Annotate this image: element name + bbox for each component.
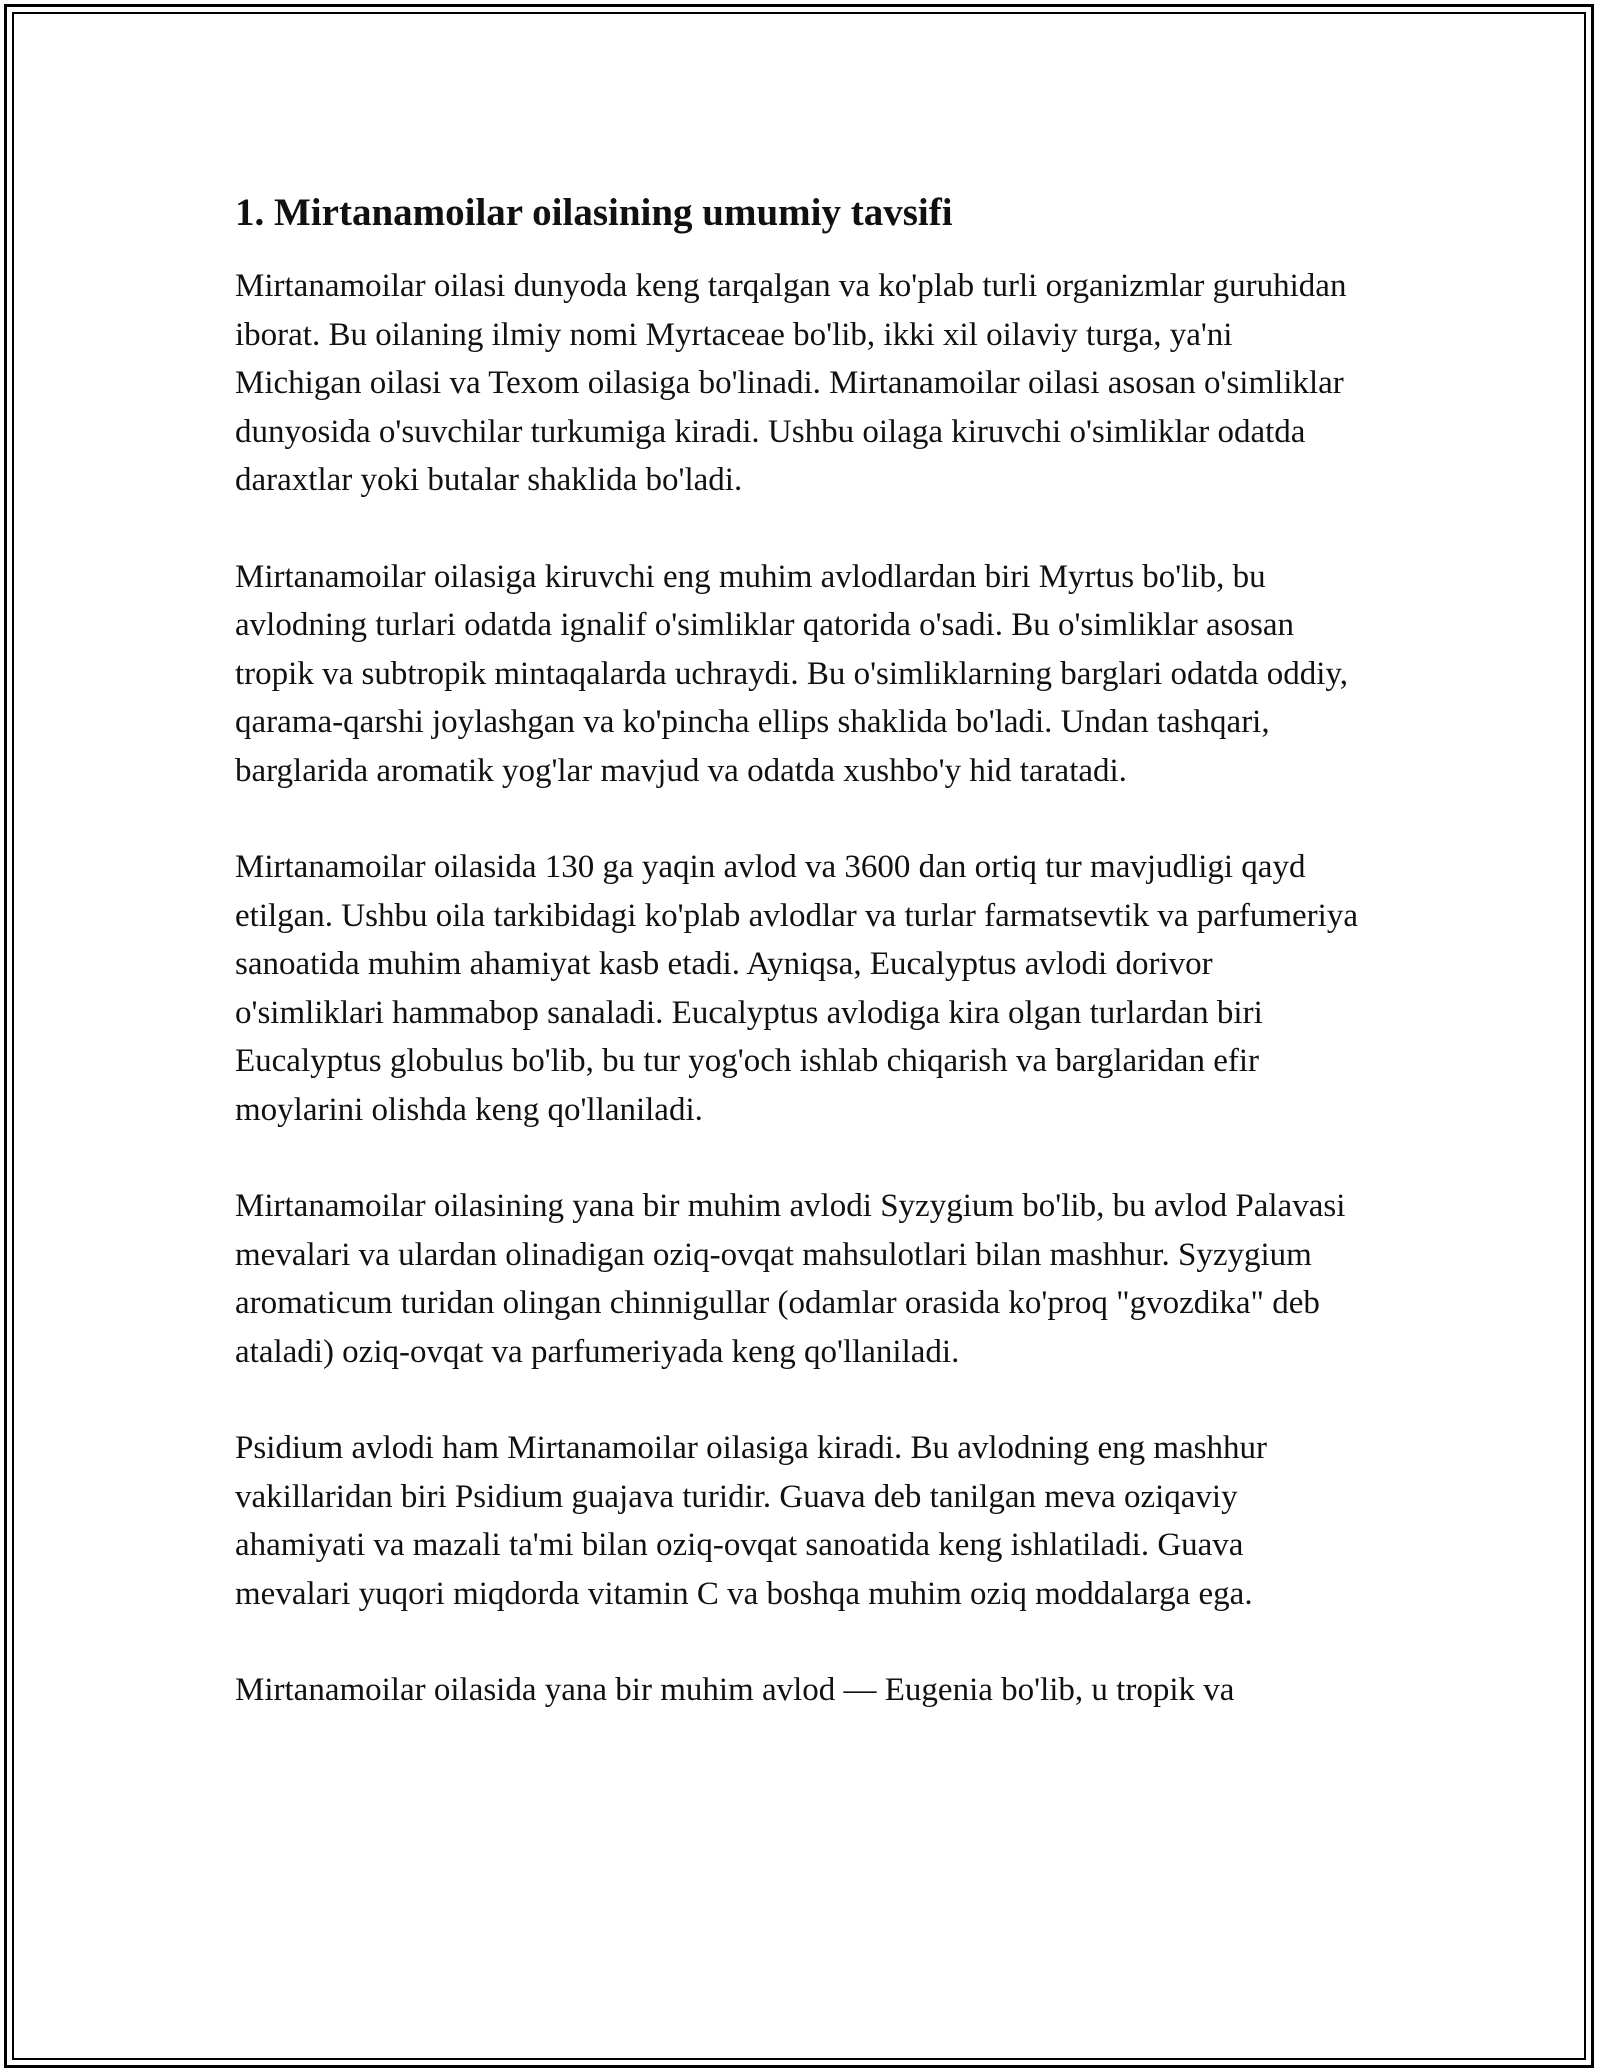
paragraph-2: Mirtanamoilar oilasiga kiruvchi eng muhim avlodlardan biri Myrtus bo'lib, bu avlodning turlari odatda ignalif o'simliklar qatorida o'sadi. Bu o'simliklar asosan tropik va subtropik mintaqalarda uchraydi. Bu o'simliklarning barglari odatda oddiy, qarama-qarshi joylashgan va ko'pincha ellips shaklida bo'ladi. Undan tashqari, barglarida aromatik yog'lar mavjud va odatda xushbo'y hid taratadi. (235, 558, 1349, 789)
paragraph-5: Psidium avlodi ham Mirtanamoilar oilasiga kiradi. Bu avlodning eng mashhur vakillaridan biri Psidium guajava turidir. Guava deb tanilgan meva oziqaviy ahamiyati va mazali ta'mi bilan oziq-ovqat sanoatida keng ishlatiladi. Guava mevalari yuqori miqdorda vitamin C va boshqa muhim oziq moddalarga ega. (235, 1430, 1268, 1612)
paragraph-1: Mirtanamoilar oilasi dunyoda keng tarqalgan va ko'plab turli organizmlar guruhidan iborat. Bu oilaning ilmiy nomi Myrtaceae bo'lib, ikki xil oilaviy turga, ya'ni Michigan oilasi va Texom oilasiga bo'linadi. Mirtanamoilar oilasi asosan o'simliklar dunyosida o'suvchilar turkumiga kiradi. Ushbu oilaga kiruvchi o'simliklar odatda daraxtlar yoki butalar shaklida bo'ladi. (235, 268, 1347, 498)
paragraph-6: Mirtanamoilar oilasida yana bir muhim avlod — Eugenia bo'lib, u tropik va (235, 1672, 1235, 1708)
section-heading: 1. Mirtanamoilar oilasining umumiy tavsifi (235, 191, 953, 234)
document-body (235, 186, 1365, 1763)
paragraph-4: Mirtanamoilar oilasining yana bir muhim avlodi Syzygium bo'lib, bu avlod Palavasi mevalari va ulardan olinadigan oziq-ovqat mahsulotlari bilan mashhur. Syzygium aromaticum turidan olingan chinnigullar (odamlar orasida ko'proq "gvozdika" deb ataladi) oziq-ovqat va parfumeriyada keng qo'llaniladi. (235, 1188, 1346, 1370)
paragraph-3: Mirtanamoilar oilasida 130 ga yaqin avlod va 3600 dan ortiq tur mavjudligi qayd etilgan. Ushbu oila tarkibidagi ko'plab avlodlar va turlar farmatsevtik va parfumeriya sanoatida muhim ahamiyat kasb etadi. Ayniqsa, Eucalyptus avlodi dorivor o'simliklari hammabop sanaladi. Eucalyptus avlodiga kira olgan turlardan biri Eucalyptus globulus bo'lib, bu tur yog'och ishlab chiqarish va barglaridan efir moylarini olishda keng qo'llaniladi. (235, 849, 1358, 1128)
